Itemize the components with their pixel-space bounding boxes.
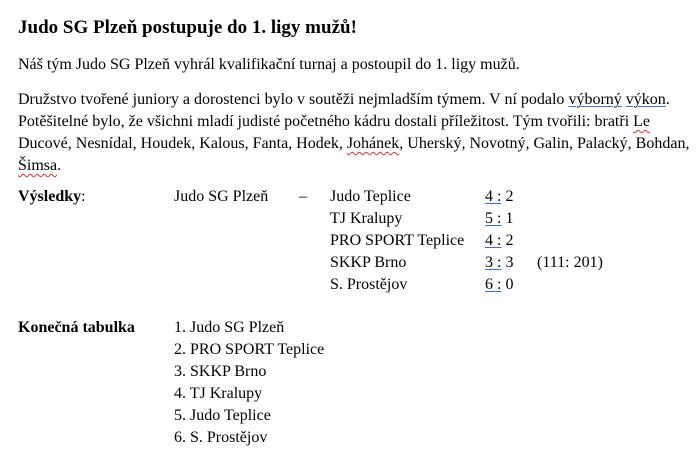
results-dash: – <box>299 188 307 205</box>
match-score: 5 : 1 <box>485 210 514 227</box>
intro-paragraph: Náš tým Judo SG Plzeň vyhrál kvalifikační turnaj a postoupil do 1. ligy mužů. <box>18 56 520 73</box>
opponent-name: SKKP Brno <box>330 254 407 271</box>
list-item: 5. Judo Teplice <box>174 407 271 424</box>
home-team: Judo SG Plzeň <box>174 188 269 205</box>
paragraph-text: . Potěšitelné bylo, že všichni mladí judisté početného kádru dostali příležitost. Tým tvořili: bratři <box>18 91 670 130</box>
final-table-label: Konečná tabulka <box>18 319 135 336</box>
paragraph-text: Družstvo tvořené juniory a dorostenci bylo v soutěži nejmladším týmem. V ní podalo <box>18 91 569 108</box>
results-label: Výsledky: <box>18 188 86 205</box>
opponent-name: PRO SPORT Teplice <box>330 232 465 249</box>
list-item: 2. PRO SPORT Teplice <box>174 341 325 358</box>
grammar-flag-score[interactable]: 3 : <box>485 254 502 271</box>
paragraph-text: , Uherský, Novotný, Galin, Palacký, Bohdan, <box>399 135 690 152</box>
spelling-flag-simsa[interactable]: Šimsa <box>18 157 58 174</box>
final-table-list <box>174 317 324 449</box>
match-score: 4 : 2 <box>485 232 514 249</box>
paragraph-text: Ducové, Nesnídal, Houdek, Kalous, Fanta, Hodek, <box>18 135 347 152</box>
team-paragraph: Družstvo tvořené juniory a dorostenci bylo v soutěži nejmladším týmem. V ní podalo výborný výkon. Potěšitelné bylo, že všichni mladí judisté početného kádru dostali příležitost. Tým tvořili: bratři Le Ducové, Nesnídal, Houdek, Kalous, Fanta, Hodek, Johánek, Uherský, Novotný, Galin, Palacký, Bohdan, Šimsa. <box>18 91 690 174</box>
grammar-flag-vyborny[interactable]: výborný <box>568 91 622 108</box>
match-score: 3 : 3 <box>485 254 514 271</box>
list-item: 4. TJ Kralupy <box>174 385 263 402</box>
list-item: 1. Judo SG Plzeň <box>174 319 285 336</box>
opponent-name: Judo Teplice <box>330 188 411 205</box>
grammar-flag-vykon[interactable]: výkon <box>625 91 666 108</box>
grammar-flag-score[interactable]: 5 : <box>485 210 502 227</box>
article-title: Judo SG Plzeň postupuje do 1. ligy mužů! <box>18 17 357 38</box>
grammar-flag-score[interactable]: 4 : <box>485 188 502 205</box>
grammar-flag-score[interactable]: 4 : <box>485 232 502 249</box>
match-extra: (111: 201) <box>537 254 603 271</box>
opponent-name: TJ Kralupy <box>330 210 403 227</box>
list-item: 6. S. Prostějov <box>174 429 268 446</box>
match-score: 6 : 0 <box>485 276 514 293</box>
spelling-flag-johanek[interactable]: Johánek <box>346 135 400 152</box>
opponent-name: S. Prostějov <box>330 276 408 293</box>
grammar-flag-score[interactable]: 6 : <box>485 276 502 293</box>
match-score: 4 : 2 <box>485 188 514 205</box>
spelling-flag-le[interactable]: Le <box>633 113 651 130</box>
list-item: 3. SKKP Brno <box>174 363 267 380</box>
